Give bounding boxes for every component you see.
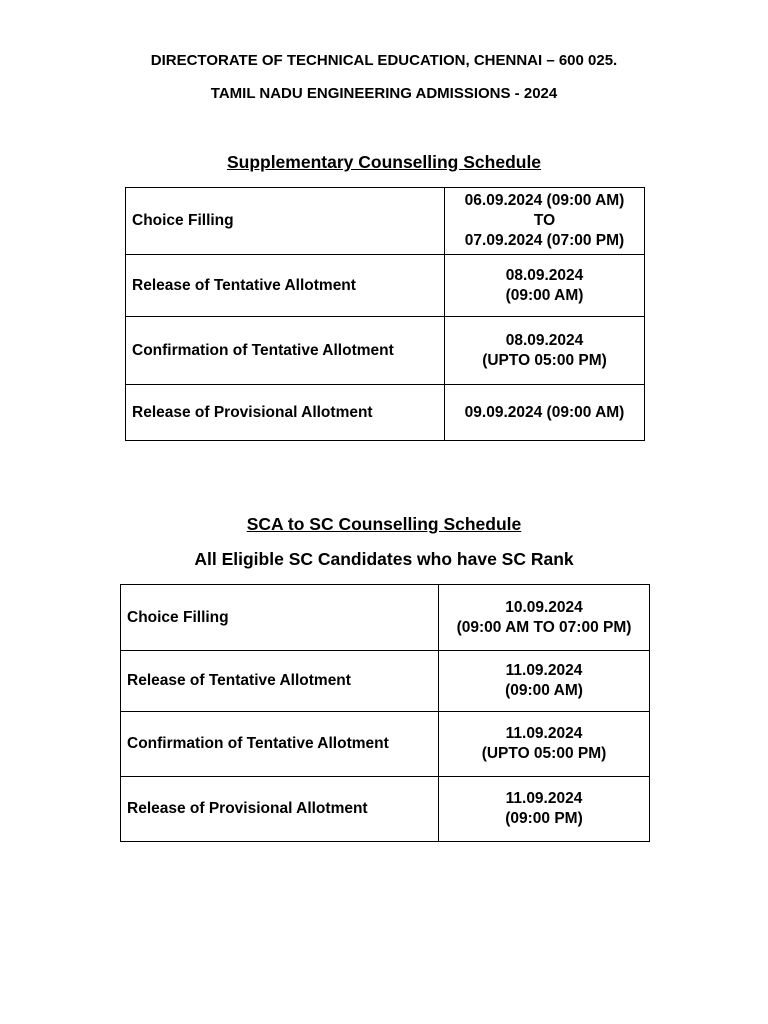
supplementary-schedule-table bbox=[125, 187, 645, 441]
date-line: (09:00 AM TO 07:00 PM) bbox=[456, 618, 632, 636]
date-cell bbox=[439, 651, 650, 712]
date-line: 10.09.2024 bbox=[505, 598, 583, 616]
date-line: (UPTO 05:00 PM) bbox=[482, 351, 607, 369]
event-cell: Release of Provisional Allotment bbox=[126, 385, 445, 441]
table-row bbox=[121, 585, 650, 651]
sca-to-sc-schedule-table bbox=[120, 584, 650, 842]
table-row bbox=[121, 712, 650, 777]
section-title-text: SCA to SC Counselling Schedule bbox=[246, 514, 522, 534]
event-cell: Confirmation of Tentative Allotment bbox=[126, 317, 445, 385]
date-cell bbox=[445, 188, 645, 255]
date-line: 06.09.2024 (09:00 AM) bbox=[464, 192, 625, 209]
date-line: (09:00 AM) bbox=[505, 682, 583, 699]
date-cell bbox=[445, 255, 645, 317]
date-line: 09.09.2024 (09:00 AM) bbox=[464, 403, 625, 421]
date-line: 07.09.2024 (07:00 PM) bbox=[464, 232, 625, 249]
date-line: (09:00 AM) bbox=[505, 286, 584, 304]
date-line: 08.09.2024 bbox=[505, 266, 584, 284]
date-cell bbox=[445, 385, 645, 441]
event-cell: Choice Filling bbox=[126, 188, 445, 255]
date-cell bbox=[439, 777, 650, 842]
event-cell: Confirmation of Tentative Allotment bbox=[121, 712, 439, 777]
table-row bbox=[126, 255, 645, 317]
date-cell bbox=[445, 317, 645, 385]
date-line: 11.09.2024 bbox=[505, 662, 583, 679]
section-title-sca-to-sc bbox=[0, 513, 768, 535]
event-cell: Release of Tentative Allotment bbox=[126, 255, 445, 317]
event-cell: Release of Provisional Allotment bbox=[121, 777, 439, 842]
date-cell bbox=[439, 585, 650, 651]
header-directorate: DIRECTORATE OF TECHNICAL EDUCATION, CHENNAI – 600 025. bbox=[150, 52, 618, 69]
header-admissions: TAMIL NADU ENGINEERING ADMISSIONS - 2024 bbox=[210, 85, 558, 102]
table-row bbox=[126, 317, 645, 385]
date-line: 11.09.2024 bbox=[505, 790, 583, 807]
date-line: 11.09.2024 bbox=[505, 725, 583, 742]
table-row bbox=[121, 777, 650, 842]
date-line: TO bbox=[533, 212, 556, 229]
section-title-supplementary bbox=[0, 151, 768, 173]
table-row bbox=[126, 188, 645, 255]
date-cell bbox=[439, 712, 650, 777]
table-row bbox=[121, 651, 650, 712]
date-line: 08.09.2024 bbox=[505, 331, 584, 349]
table-row bbox=[126, 385, 645, 441]
date-line: (09:00 PM) bbox=[505, 810, 583, 827]
event-cell: Choice Filling bbox=[121, 585, 439, 651]
event-cell: Release of Tentative Allotment bbox=[121, 651, 439, 712]
section-title-text: Supplementary Counselling Schedule bbox=[226, 152, 542, 172]
section-subtitle-eligibility: All Eligible SC Candidates who have SC Rank bbox=[194, 549, 574, 569]
date-line: (UPTO 05:00 PM) bbox=[481, 745, 607, 762]
